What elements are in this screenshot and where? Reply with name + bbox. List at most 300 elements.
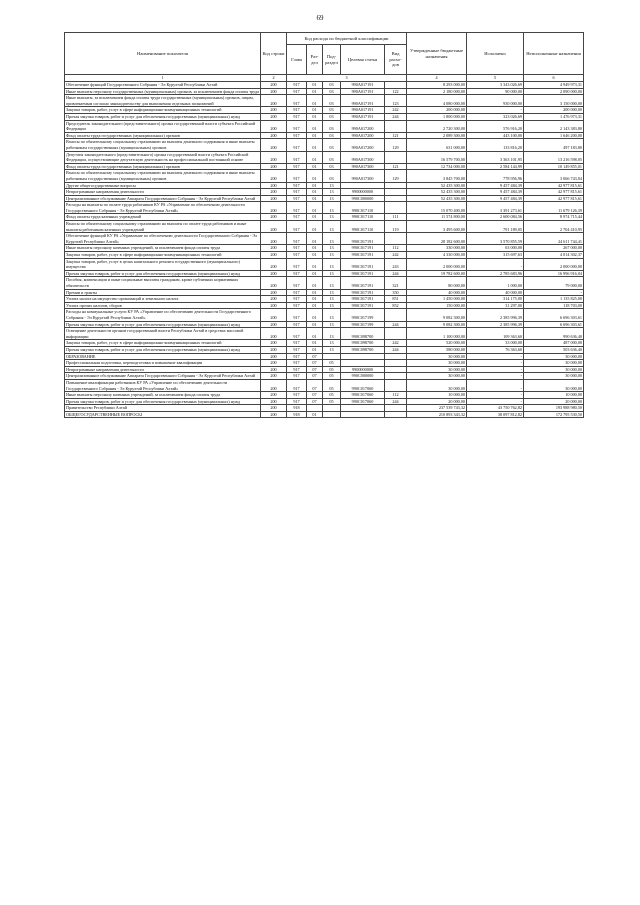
- row-unexecuted-cell: 79 000,00: [524, 277, 584, 289]
- row-name-cell: Взносы по обязательному социальному страхованию на выплаты денежного содержания и иные выплаты работникам государственных (муниципальных) органов: [65, 139, 261, 151]
- row-executed-cell: 1 000,00: [467, 277, 524, 289]
- row-name-cell: Пособия, компенсации и иные социальные выплаты гражданам, кроме публичных нормативных обязательств: [65, 277, 261, 289]
- row-name-cell: Фонд оплаты труда государственных (муниципальных) органов: [65, 163, 261, 170]
- column-index-1: 1: [65, 75, 261, 82]
- row-expense-type-cell: 119: [385, 221, 407, 233]
- row-target-article-cell: 990А017191: [341, 113, 385, 120]
- row-executed-cell: 315 697,63: [467, 252, 524, 259]
- row-unexecuted-cell: 6 696 303,61: [524, 321, 584, 328]
- row-executed-cell: -: [467, 392, 524, 399]
- row-glava-cell: 917: [287, 202, 307, 214]
- row-name-cell: Правительство Республики Алтай: [65, 405, 261, 412]
- row-target-article-cell: 990А017200: [341, 139, 385, 151]
- row-glava-cell: 917: [287, 221, 307, 233]
- row-target-article-cell: 990С098700: [341, 340, 385, 347]
- row-target-article-cell: 990С000000: [341, 195, 385, 202]
- row-unexecuted-cell: 3 066 743,04: [524, 170, 584, 182]
- row-unexecuted-cell: 2 704 410,95: [524, 221, 584, 233]
- row-target-article-cell: 990С017191: [341, 296, 385, 303]
- table-row: [65, 120, 584, 132]
- row-target-article-cell: 990С017060: [341, 392, 385, 399]
- row-target-article-cell: 9900000000: [341, 189, 385, 196]
- row-code-cell: 200: [261, 340, 287, 347]
- row-approved-cell: 1 800 000,00: [407, 113, 467, 120]
- row-name-cell: Иные выплаты, за исключением фонда оплаты труда государственных (муниципальных) органов, лицам, привлекаемым согласно законодательству для выполнения отдельных полномочий: [65, 95, 261, 107]
- row-unexecuted-cell: 13 216 598,05: [524, 151, 584, 163]
- row-executed-cell: 109 363,60: [467, 328, 524, 340]
- row-expense-type-cell: [385, 120, 407, 132]
- row-executed-cell: -: [467, 107, 524, 114]
- row-unexecuted-cell: 503 636,40: [524, 346, 584, 353]
- header-code-row: Код строки: [261, 33, 287, 75]
- row-approved-cell: 30 000,00: [407, 353, 467, 360]
- table-row: [65, 379, 584, 391]
- row-podrazdel-cell: 05: [323, 366, 341, 373]
- row-name-cell: Прочая закупка товаров, работ и услуг для обеспечения государственных (муниципальных) нужд: [65, 270, 261, 277]
- row-glava-cell: 917: [287, 366, 307, 373]
- row-glava-cell: 917: [287, 170, 307, 182]
- row-expense-type-cell: 121: [385, 163, 407, 170]
- row-unexecuted-cell: 172 795 530,50: [524, 411, 584, 418]
- row-podrazdel-cell: [323, 405, 341, 412]
- row-executed-cell: 791 189,05: [467, 221, 524, 233]
- row-target-article-cell: 990С017110: [341, 202, 385, 214]
- row-unexecuted-cell: 42 977 815,61: [524, 189, 584, 196]
- row-expense-type-cell: [385, 379, 407, 391]
- row-approved-cell: 12 734 000,00: [407, 163, 467, 170]
- row-target-article-cell: [341, 411, 385, 418]
- row-name-cell: Освещение деятельности органов государственной власти Республики Алтай в средствах массовой информации: [65, 328, 261, 340]
- row-expense-type-cell: 111: [385, 214, 407, 221]
- table-row: [65, 392, 584, 399]
- row-approved-cell: 2 180 000,00: [407, 88, 467, 95]
- row-razdel-cell: 01: [307, 221, 323, 233]
- row-executed-cell: 133 816,20: [467, 139, 524, 151]
- table-row: [65, 170, 584, 182]
- row-name-cell: Закупка товаров, работ, услуг в сфере информационно-коммуникационных технологий: [65, 340, 261, 347]
- row-podrazdel-cell: 03: [323, 132, 341, 139]
- row-podrazdel-cell: 13: [323, 302, 341, 309]
- row-executed-cell: 2 385 996,39: [467, 309, 524, 321]
- column-index-3: 3: [287, 75, 407, 82]
- row-glava-cell: 917: [287, 88, 307, 95]
- row-approved-cell: 40 000,00: [407, 289, 467, 296]
- row-glava-cell: 917: [287, 95, 307, 107]
- row-name-cell: Другие общегосударственные вопросы: [65, 182, 261, 189]
- row-expense-type-cell: 242: [385, 340, 407, 347]
- row-executed-cell: 576 916,20: [467, 120, 524, 132]
- row-code-cell: 200: [261, 296, 287, 303]
- row-target-article-cell: [341, 182, 385, 189]
- row-razdel-cell: 01: [307, 107, 323, 114]
- row-target-article-cell: 990С017191: [341, 289, 385, 296]
- row-name-cell: Уплата налога на имущество организаций и земельного налога: [65, 296, 261, 303]
- row-razdel-cell: 01: [307, 82, 323, 89]
- row-unexecuted-cell: 3 150 000,00: [524, 95, 584, 107]
- row-razdel-cell: 01: [307, 182, 323, 189]
- row-executed-cell: -: [467, 398, 524, 405]
- row-razdel-cell: 01: [307, 113, 323, 120]
- row-expense-type-cell: [385, 366, 407, 373]
- row-approved-cell: 52 435 300,00: [407, 182, 467, 189]
- row-name-cell: Взносы по обязательному социальному страхованию на выплаты по оплате труда работников и иные выплаты работникам казенных учреждений: [65, 221, 261, 233]
- row-razdel-cell: 01: [307, 258, 323, 270]
- row-name-cell: Закупка товаров, работ, услуг в сфере информационно-коммуникационных технологий: [65, 107, 261, 114]
- row-expense-type-cell: [385, 182, 407, 189]
- row-name-cell: Централизованное обслуживание Аппарата Государственного Собрания - Эл Курултай Республики Алтай: [65, 195, 261, 202]
- row-target-article-cell: [341, 405, 385, 412]
- row-podrazdel-cell: 03: [323, 139, 341, 151]
- row-podrazdel-cell: 13: [323, 289, 341, 296]
- row-approved-cell: 200 000,00: [407, 107, 467, 114]
- row-approved-cell: 28 182 600,00: [407, 233, 467, 245]
- row-expense-type-cell: [385, 411, 407, 418]
- row-approved-cell: 30 000,00: [407, 373, 467, 380]
- row-target-article-cell: 990С017191: [341, 277, 385, 289]
- row-expense-type-cell: 242: [385, 252, 407, 259]
- row-expense-type-cell: [385, 82, 407, 89]
- row-razdel-cell: 01: [307, 289, 323, 296]
- row-code-cell: 200: [261, 163, 287, 170]
- row-unexecuted-cell: 193 988 980,50: [524, 405, 584, 412]
- table-row: [65, 195, 584, 202]
- row-name-cell: Расходы на коммунальные услуги КУ РА «Управление по обеспечению деятельности Государственного Собрания - Эл Курултай Республики Алтай»: [65, 309, 261, 321]
- row-razdel-cell: 01: [307, 411, 323, 418]
- row-glava-cell: 917: [287, 113, 307, 120]
- header-expense-type: Вид расхо-дов: [385, 45, 407, 75]
- row-name-cell: Профессиональная подготовка, переподготовка и повышение квалификации: [65, 360, 261, 367]
- row-unexecuted-cell: 1 135 825,00: [524, 296, 584, 303]
- row-expense-type-cell: 244: [385, 113, 407, 120]
- row-executed-cell: -: [467, 366, 524, 373]
- row-razdel-cell: 01: [307, 88, 323, 95]
- table-row: [65, 373, 584, 380]
- row-unexecuted-cell: 42 977 815,61: [524, 195, 584, 202]
- row-unexecuted-cell: 30 000,00: [524, 373, 584, 380]
- row-code-cell: 200: [261, 309, 287, 321]
- row-glava-cell: 917: [287, 245, 307, 252]
- row-razdel-cell: 07: [307, 366, 323, 373]
- row-glava-cell: 917: [287, 379, 307, 391]
- row-name-cell: Фонд оплаты труда казенных учреждений: [65, 214, 261, 221]
- row-executed-cell: 323 026,69: [467, 113, 524, 120]
- row-expense-type-cell: 242: [385, 107, 407, 114]
- row-expense-type-cell: 852: [385, 302, 407, 309]
- row-target-article-cell: 990А017191: [341, 107, 385, 114]
- row-glava-cell: 917: [287, 132, 307, 139]
- row-target-article-cell: 990С017199: [341, 321, 385, 328]
- row-unexecuted-cell: 1 476 973,31: [524, 113, 584, 120]
- row-executed-cell: 3 363 101,95: [467, 151, 524, 163]
- row-expense-type-cell: [385, 373, 407, 380]
- row-expense-type-cell: 112: [385, 392, 407, 399]
- row-executed-cell: -: [467, 360, 524, 367]
- row-podrazdel-cell: 05: [323, 379, 341, 391]
- row-razdel-cell: 01: [307, 95, 323, 107]
- row-target-article-cell: 990С098700: [341, 346, 385, 353]
- row-glava-cell: 917: [287, 195, 307, 202]
- header-executed: Исполнено: [467, 33, 524, 75]
- row-executed-cell: 63 000,00: [467, 245, 524, 252]
- row-podrazdel-cell: 13: [323, 309, 341, 321]
- row-code-cell: 200: [261, 202, 287, 214]
- row-razdel-cell: 07: [307, 392, 323, 399]
- row-code-cell: 200: [261, 405, 287, 412]
- row-executed-cell: 930 000,00: [467, 95, 524, 107]
- row-executed-cell: 2 385 996,39: [467, 321, 524, 328]
- row-target-article-cell: 990А017300: [341, 170, 385, 182]
- row-approved-cell: 237 539 743,32: [407, 405, 467, 412]
- row-razdel-cell: 01: [307, 296, 323, 303]
- row-unexecuted-cell: 2 090 000,00: [524, 88, 584, 95]
- column-index-5: 5: [467, 75, 524, 82]
- row-approved-cell: 30 000,00: [407, 379, 467, 391]
- row-name-cell: Фонд оплаты труда государственных (муниципальных) органов: [65, 132, 261, 139]
- row-executed-cell: 314 175,00: [467, 296, 524, 303]
- row-target-article-cell: 990С017191: [341, 270, 385, 277]
- row-executed-cell: 40 000,00: [467, 289, 524, 296]
- row-code-cell: 200: [261, 95, 287, 107]
- row-name-cell: ОБЩЕГОСУДАРСТВЕННЫЕ ВОПРОСЫ: [65, 411, 261, 418]
- row-approved-cell: 580 000,00: [407, 346, 467, 353]
- row-glava-cell: 917: [287, 321, 307, 328]
- row-podrazdel-cell: 03: [323, 120, 341, 132]
- row-unexecuted-cell: 487 000,00: [524, 340, 584, 347]
- row-expense-type-cell: 243: [385, 258, 407, 270]
- row-target-article-cell: 990С098700: [341, 328, 385, 340]
- header-podrazdel: Под-раздел: [323, 45, 341, 75]
- row-glava-cell: 917: [287, 346, 307, 353]
- table-row: [65, 182, 584, 189]
- row-approved-cell: 19 782 600,00: [407, 270, 467, 277]
- header-name: Наименование показателя: [65, 33, 261, 75]
- row-approved-cell: 210 893 343,32: [407, 411, 467, 418]
- row-name-cell: Обеспечение функций Государственного Собрания - Эл Курултай Республики Алтай: [65, 82, 261, 89]
- row-razdel-cell: 01: [307, 120, 323, 132]
- row-approved-cell: 4 330 000,00: [407, 252, 467, 259]
- row-approved-cell: 330 000,00: [407, 245, 467, 252]
- row-target-article-cell: 990С017199: [341, 309, 385, 321]
- row-target-article-cell: 990С017191: [341, 245, 385, 252]
- row-approved-cell: 4 080 000,00: [407, 95, 467, 107]
- row-approved-cell: 30 000,00: [407, 360, 467, 367]
- table-row: [65, 245, 584, 252]
- table-row: [65, 95, 584, 107]
- row-target-article-cell: 990С017191: [341, 258, 385, 270]
- table-row: [65, 132, 584, 139]
- row-razdel-cell: 01: [307, 132, 323, 139]
- row-unexecuted-cell: 30 000,00: [524, 379, 584, 391]
- row-glava-cell: 917: [287, 120, 307, 132]
- row-approved-cell: 3 845 700,00: [407, 170, 467, 182]
- row-code-cell: 200: [261, 360, 287, 367]
- row-target-article-cell: 990А017191: [341, 82, 385, 89]
- row-code-cell: 200: [261, 120, 287, 132]
- row-unexecuted-cell: 30 000,00: [524, 360, 584, 367]
- row-target-article-cell: 990С017191: [341, 302, 385, 309]
- row-name-cell: Председатель законодательного (представительного) органа государственной власти субъекта Российской Федерации: [65, 120, 261, 132]
- row-target-article-cell: 990С017191: [341, 233, 385, 245]
- row-podrazdel-cell: 05: [323, 398, 341, 405]
- row-approved-cell: 9 082 300,00: [407, 321, 467, 328]
- row-unexecuted-cell: 4 949 973,31: [524, 82, 584, 89]
- row-code-cell: 200: [261, 132, 287, 139]
- row-name-cell: Уплата прочих налогов, сборов: [65, 302, 261, 309]
- row-approved-cell: 1 100 000,00: [407, 328, 467, 340]
- row-executed-cell: 43 750 762,82: [467, 405, 524, 412]
- row-expense-type-cell: 129: [385, 139, 407, 151]
- row-razdel-cell: 01: [307, 195, 323, 202]
- row-podrazdel-cell: 13: [323, 252, 341, 259]
- row-razdel-cell: 07: [307, 360, 323, 367]
- row-code-cell: 200: [261, 252, 287, 259]
- row-unexecuted-cell: 11 679 126,39: [524, 202, 584, 214]
- table-row: [65, 289, 584, 296]
- row-razdel-cell: 01: [307, 202, 323, 214]
- row-code-cell: 200: [261, 302, 287, 309]
- row-podrazdel-cell: 03: [323, 107, 341, 114]
- row-code-cell: 200: [261, 346, 287, 353]
- row-razdel-cell: 01: [307, 163, 323, 170]
- row-name-cell: Взносы по обязательному социальному страхованию на выплаты денежного содержания и иные выплаты работникам государственных (муниципальных) органов: [65, 170, 261, 182]
- row-podrazdel-cell: 13: [323, 346, 341, 353]
- table-row: [65, 340, 584, 347]
- row-target-article-cell: 990А017200: [341, 120, 385, 132]
- row-podrazdel-cell: 13: [323, 296, 341, 303]
- row-code-cell: 200: [261, 245, 287, 252]
- column-index-6: 6: [524, 75, 584, 82]
- row-approved-cell: 9 082 300,00: [407, 309, 467, 321]
- row-approved-cell: 520 000,00: [407, 340, 467, 347]
- row-approved-cell: 10 000,00: [407, 392, 467, 399]
- row-podrazdel-cell: 13: [323, 328, 341, 340]
- row-expense-type-cell: [385, 309, 407, 321]
- table-row: [65, 151, 584, 163]
- row-unexecuted-cell: 16 996 916,04: [524, 270, 584, 277]
- row-approved-cell: 30 000,00: [407, 366, 467, 373]
- table-row: [65, 302, 584, 309]
- table-row: [65, 82, 584, 89]
- row-podrazdel-cell: 13: [323, 245, 341, 252]
- row-approved-cell: 2 720 300,00: [407, 120, 467, 132]
- row-glava-cell: 917: [287, 258, 307, 270]
- header-razdel: Раз-дел: [307, 45, 323, 75]
- row-razdel-cell: 07: [307, 379, 323, 391]
- row-expense-type-cell: [385, 151, 407, 163]
- row-approved-cell: 16 579 700,00: [407, 151, 467, 163]
- row-approved-cell: 2 000 000,00: [407, 258, 467, 270]
- row-code-cell: 200: [261, 353, 287, 360]
- row-executed-cell: 3 343 026,69: [467, 82, 524, 89]
- row-razdel-cell: 01: [307, 277, 323, 289]
- row-unexecuted-cell: 1 646 200,00: [524, 132, 584, 139]
- row-podrazdel-cell: 13: [323, 233, 341, 245]
- row-unexecuted-cell: 200 000,00: [524, 107, 584, 114]
- row-executed-cell: 2 600 084,56: [467, 214, 524, 221]
- row-razdel-cell: 01: [307, 346, 323, 353]
- row-executed-cell: 3 391 273,61: [467, 202, 524, 214]
- row-expense-type-cell: 244: [385, 270, 407, 277]
- row-expense-type-cell: 851: [385, 296, 407, 303]
- row-code-cell: 200: [261, 379, 287, 391]
- row-target-article-cell: 990А017200: [341, 132, 385, 139]
- header-glava: Глава: [287, 45, 307, 75]
- table-row: [65, 353, 584, 360]
- row-unexecuted-cell: 10 000,00: [524, 392, 584, 399]
- row-expense-type-cell: [385, 353, 407, 360]
- header-budget-classification: Код расхода по бюджетной классификации: [287, 33, 407, 45]
- row-expense-type-cell: [385, 405, 407, 412]
- row-razdel-cell: 01: [307, 170, 323, 182]
- table-row: [65, 189, 584, 196]
- row-glava-cell: 917: [287, 277, 307, 289]
- row-glava-cell: 917: [287, 328, 307, 340]
- row-code-cell: 200: [261, 195, 287, 202]
- row-unexecuted-cell: 30 000,00: [524, 366, 584, 373]
- row-code-cell: 200: [261, 270, 287, 277]
- row-glava-cell: 917: [287, 151, 307, 163]
- row-glava-cell: 917: [287, 373, 307, 380]
- row-name-cell: Закупка товаров, работ, услуг в сфере информационно-коммуникационных технологий: [65, 252, 261, 259]
- row-unexecuted-cell: -: [524, 289, 584, 296]
- row-code-cell: 200: [261, 182, 287, 189]
- row-executed-cell: -: [467, 258, 524, 270]
- row-glava-cell: 918: [287, 405, 307, 412]
- row-podrazdel-cell: 05: [323, 373, 341, 380]
- row-podrazdel-cell: 03: [323, 151, 341, 163]
- table-row: [65, 270, 584, 277]
- row-razdel-cell: 01: [307, 321, 323, 328]
- row-unexecuted-cell: 42 977 815,61: [524, 182, 584, 189]
- table-row: [65, 88, 584, 95]
- row-code-cell: 200: [261, 411, 287, 418]
- row-expense-type-cell: 129: [385, 170, 407, 182]
- row-expense-type-cell: 123: [385, 95, 407, 107]
- row-glava-cell: 917: [287, 82, 307, 89]
- row-code-cell: 200: [261, 82, 287, 89]
- row-code-cell: 200: [261, 328, 287, 340]
- row-podrazdel-cell: 03: [323, 88, 341, 95]
- row-razdel-cell: 01: [307, 252, 323, 259]
- row-razdel-cell: 01: [307, 233, 323, 245]
- row-glava-cell: 917: [287, 107, 307, 114]
- row-glava-cell: 917: [287, 189, 307, 196]
- row-glava-cell: 917: [287, 309, 307, 321]
- row-executed-cell: -: [467, 373, 524, 380]
- row-glava-cell: 917: [287, 360, 307, 367]
- row-executed-cell: 90 000,00: [467, 88, 524, 95]
- row-name-cell: ОБРАЗОВАНИЕ: [65, 353, 261, 360]
- table-row: [65, 346, 584, 353]
- row-expense-type-cell: 121: [385, 132, 407, 139]
- row-glava-cell: 917: [287, 302, 307, 309]
- row-executed-cell: 778 956,96: [467, 170, 524, 182]
- table-row: [65, 411, 584, 418]
- row-target-article-cell: 990С017110: [341, 221, 385, 233]
- row-executed-cell: -: [467, 353, 524, 360]
- row-expense-type-cell: [385, 195, 407, 202]
- row-glava-cell: 917: [287, 139, 307, 151]
- table-row: [65, 360, 584, 367]
- table-row: [65, 139, 584, 151]
- row-name-cell: Премии и гранты: [65, 289, 261, 296]
- row-name-cell: Прочая закупка товаров, работ и услуг для обеспечения государственных (муниципальных) нужд: [65, 398, 261, 405]
- row-glava-cell: 917: [287, 296, 307, 303]
- row-executed-cell: 76 363,60: [467, 346, 524, 353]
- row-razdel-cell: 01: [307, 139, 323, 151]
- row-unexecuted-cell: 30 000,00: [524, 353, 584, 360]
- row-unexecuted-cell: 2 143 383,80: [524, 120, 584, 132]
